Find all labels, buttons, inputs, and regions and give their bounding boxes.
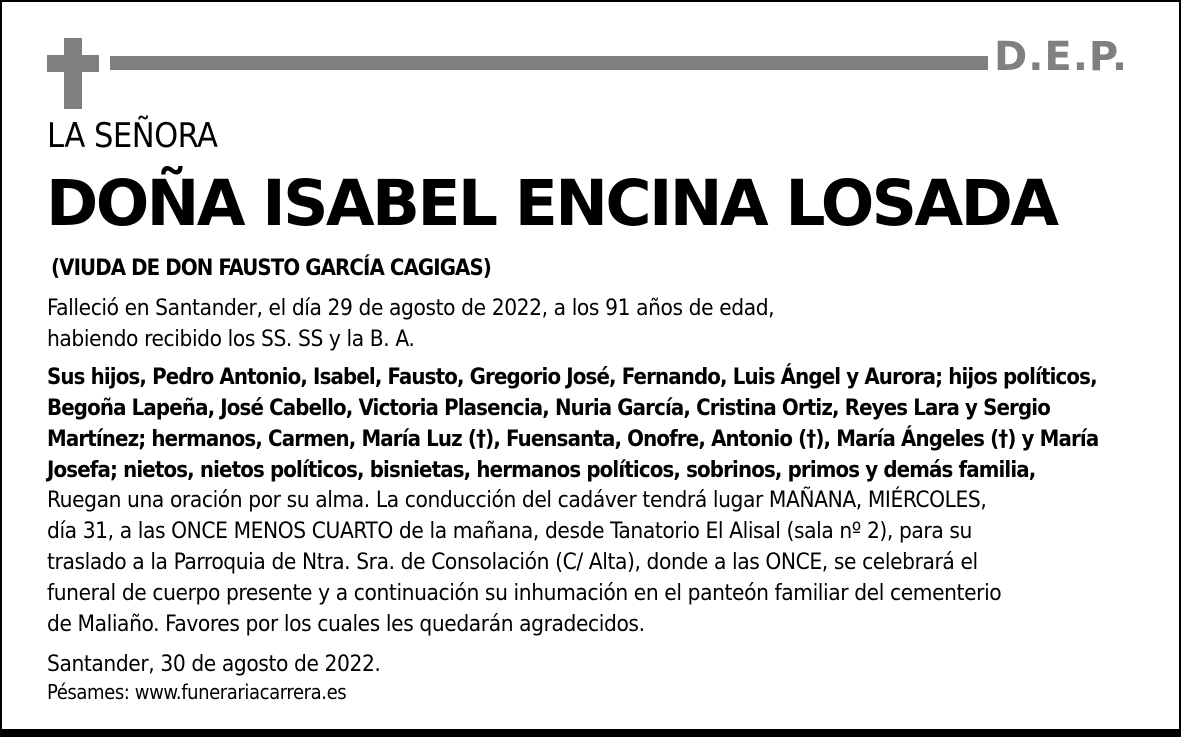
ceremony-line: de Maliaño. Favores por los cuales les quedarán agradecidos. bbox=[47, 611, 645, 637]
ceremony-line: funeral de cuerpo presente y a continuación su inhumación en el panteón familiar del cementerio bbox=[47, 580, 1002, 606]
family-line: Sus hijos, Pedro Antonio, Isabel, Fausto, Gregorio José, Fernando, Luis Ángel y Aurora; hijos políticos, bbox=[47, 365, 1097, 390]
cross-icon-horizontal bbox=[47, 55, 99, 72]
intro-label: LA SEÑORA bbox=[47, 116, 218, 156]
place-date-text: Santander, 30 de agosto de 2022. bbox=[47, 651, 381, 677]
bottom-rule bbox=[0, 729, 1181, 737]
widow-of-line: (VIUDA DE DON FAUSTO GARCÍA CAGIGAS) bbox=[51, 256, 491, 281]
ceremony-line: Ruegan una oración por su alma. La conducción del cadáver tendrá lugar MAÑANA, MIÉRCOLES, bbox=[47, 487, 987, 513]
deceased-name: DOÑA ISABEL ENCINA LOSADA bbox=[46, 167, 1057, 240]
ceremony-paragraph bbox=[47, 485, 1001, 640]
family-paragraph bbox=[47, 362, 1098, 486]
dep-label: D.E.P. bbox=[994, 34, 1129, 80]
death-notice-line: habiendo recibido los SS. SS y la B. A. bbox=[47, 326, 415, 352]
condolences-line: Pésames: www.funerariacarrera.es bbox=[47, 680, 347, 704]
cross-icon-vertical bbox=[64, 38, 82, 109]
header-rule bbox=[110, 56, 988, 70]
family-line: Martínez; hermanos, Carmen, María Luz (†), Fuensanta, Onofre, Antonio (†), María Ángeles (†) y María bbox=[47, 427, 1099, 452]
ceremony-line: traslado a la Parroquia de Ntra. Sra. de Consolación (C/ Alta), donde a las ONCE, se celebrará el bbox=[47, 549, 978, 575]
death-notice-paragraph bbox=[47, 293, 774, 355]
ceremony-line: día 31, a las ONCE MENOS CUARTO de la mañana, desde Tanatorio El Alisal (sala nº 2), para su bbox=[47, 518, 972, 544]
place-date-line bbox=[47, 649, 380, 680]
family-line: Begoña Lapeña, José Cabello, Victoria Plasencia, Nuria García, Cristina Ortiz, Reyes Lara y Sergio bbox=[47, 396, 1050, 421]
family-line: Josefa; nietos, nietos políticos, bisnietas, hermanos políticos, sobrinos, primos y demás familia, bbox=[47, 458, 1036, 483]
death-notice-line: Falleció en Santander, el día 29 de agosto de 2022, a los 91 años de edad, bbox=[47, 295, 775, 321]
